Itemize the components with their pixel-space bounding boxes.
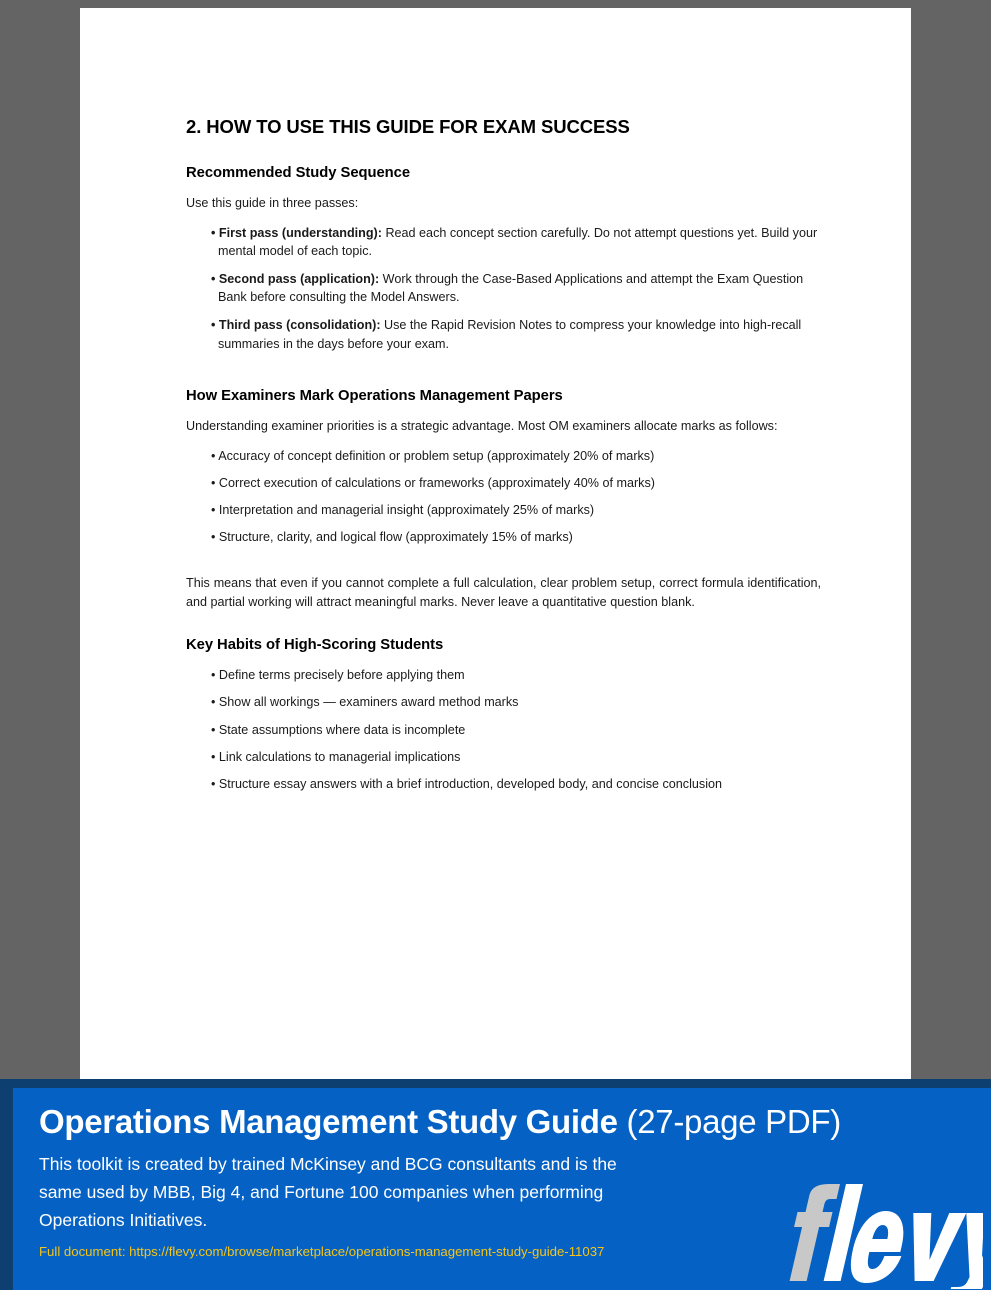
section-lead: Use this guide in three passes: <box>186 196 359 210</box>
promo-title-strong: Operations Management Study Guide <box>39 1103 618 1140</box>
pass-text: Work through the Case-Based Applications and attempt the Exam Question Bank before consulting the Model Answers. <box>218 271 804 305</box>
list-item: • Link calculations to managerial implications <box>211 749 461 764</box>
flevy-logo <box>768 1184 983 1289</box>
key-habits-list <box>211 666 821 793</box>
list-item: • Interpretation and managerial insight (approximately 25% of marks) <box>211 502 595 517</box>
promo-document-link[interactable]: Full document: https://flevy.com/browse/marketplace/operations-management-study-guide-11037 <box>39 1244 605 1259</box>
pass-text: Read each concept section carefully. Do not attempt questions yet. Build your mental model of each topic. <box>218 225 818 259</box>
flevy-logo-icon <box>768 1184 983 1289</box>
list-item <box>211 316 821 353</box>
list-item: • Show all workings — examiners award method marks <box>211 695 519 710</box>
marks-allocation-list <box>211 447 821 547</box>
document-content <box>186 116 821 802</box>
promo-banner-inner <box>13 1088 991 1290</box>
list-item: • Structure, clarity, and logical flow (approximately 15% of marks) <box>211 530 573 545</box>
pass-label: • Third pass (consolidation): <box>211 317 381 332</box>
section-how-examiners-mark <box>186 388 821 611</box>
pass-label: • First pass (understanding): <box>211 225 382 240</box>
list-item: • Structure essay answers with a brief introduction, developed body, and concise conclusion <box>211 776 723 791</box>
section-heading: Recommended Study Sequence <box>186 165 410 181</box>
promo-banner <box>0 1079 991 1290</box>
spacer <box>186 555 821 574</box>
pass-text: Use the Rapid Revision Notes to compress your knowledge into high-recall summaries in the days before your exam. <box>218 317 802 351</box>
promo-banner-text <box>39 1102 841 1262</box>
page-title: 2. HOW TO USE THIS GUIDE FOR EXAM SUCCESS <box>186 116 630 137</box>
section-key-habits <box>186 637 821 793</box>
document-page <box>80 8 911 1079</box>
section-heading: Key Habits of High-Scoring Students <box>186 637 444 654</box>
list-item: • Correct execution of calculations or frameworks (approximately 40% of marks) <box>211 475 655 490</box>
section-heading: How Examiners Mark Operations Management Papers <box>186 388 563 405</box>
study-pass-list <box>211 224 821 354</box>
list-item <box>211 270 821 307</box>
section-closing-paragraph: This means that even if you cannot complete a full calculation, clear problem setup, correct formula identification, and partial working will attract meaningful marks. Never leave a quantitative question blank. <box>186 576 821 609</box>
list-item: • Accuracy of concept definition or problem setup (approximately 20% of marks) <box>211 448 655 463</box>
list-item <box>211 224 821 261</box>
list-item: • Define terms precisely before applying them <box>211 668 465 683</box>
promo-description: This toolkit is created by trained McKinsey and BCG consultants and is the same used by MBB, Big 4, and Fortune 100 companies when performing Operations Initiatives. <box>39 1154 617 1230</box>
list-item: • State assumptions where data is incomplete <box>211 722 466 737</box>
spacer <box>186 362 821 388</box>
promo-title-light: (27-page PDF) <box>617 1103 841 1140</box>
spacer <box>186 611 821 637</box>
promo-title <box>39 1102 841 1142</box>
section-recommended-study-sequence <box>186 165 821 353</box>
pass-label: • Second pass (application): <box>211 271 380 286</box>
section-lead: Understanding examiner priorities is a strategic advantage. Most OM examiners allocate marks as follows: <box>186 419 778 434</box>
